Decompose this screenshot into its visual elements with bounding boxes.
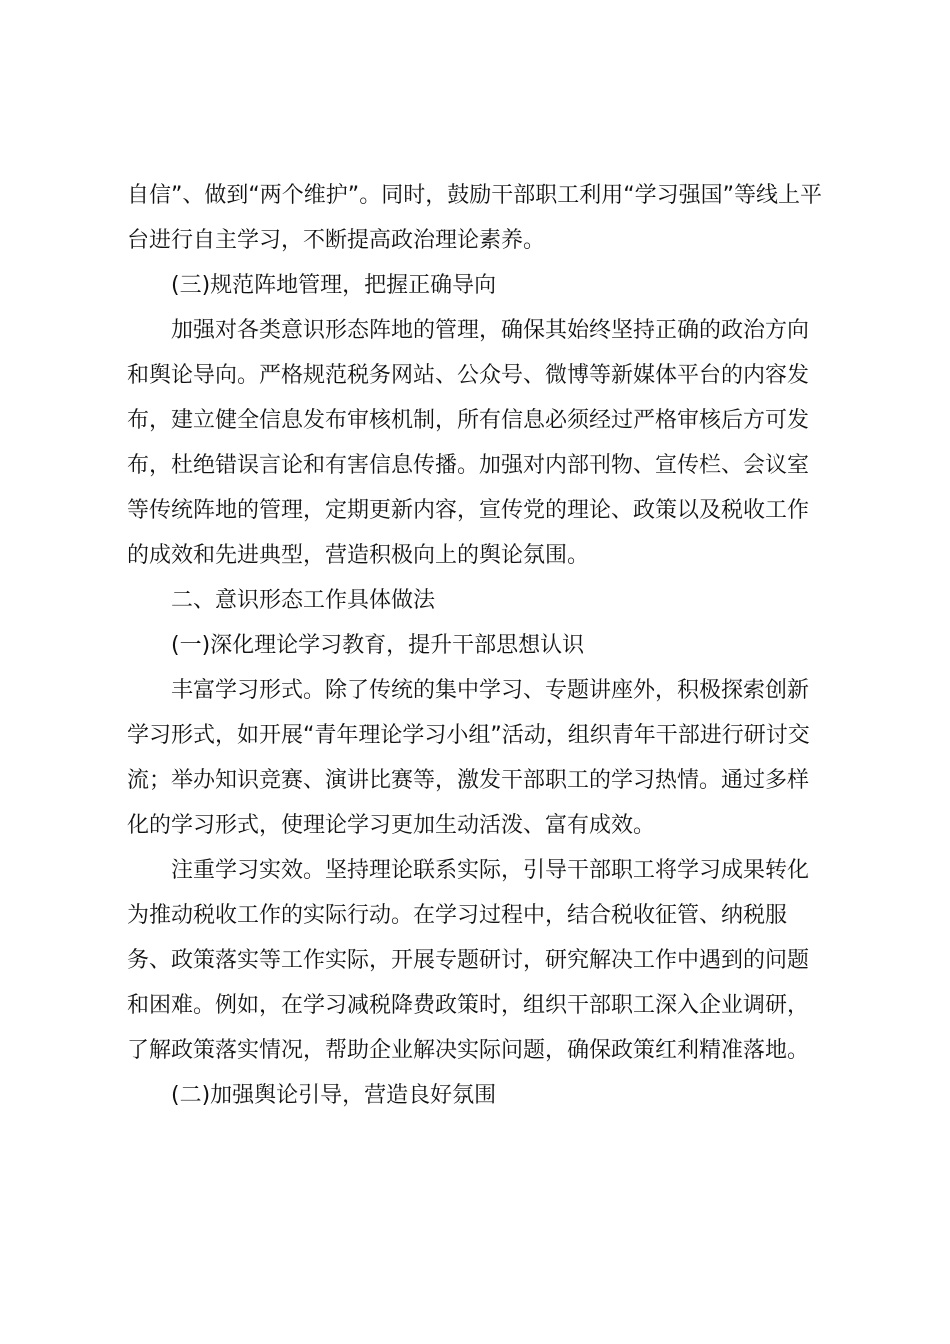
section-heading: (三)规范阵地管理，把握正确导向 [171,273,497,298]
text-line: 注重学习实效。坚持理论联系实际，引导干部职工将学习成果转化 [171,858,810,883]
text-line: 和舆论导向。严格规范税务网站、公众号、微博等新媒体平台的内容发 [127,363,810,388]
text-line: 的成效和先进典型，营造积极向上的舆论氛围。 [127,543,590,568]
text-line: 了解政策落实情况，帮助企业解决实际问题，确保政策红利精准落地。 [127,1038,810,1063]
text-line: 布，建立健全信息发布审核机制，所有信息必须经过严格审核后方可发 [127,408,810,433]
document-body [127,173,833,1118]
text-line: 和困难。例如，在学习减税降费政策时，组织干部职工深入企业调研， [127,993,810,1018]
text-line: 务、政策落实等工作实际，开展专题研讨，研究解决工作中遇到的问题 [127,948,810,973]
text-line: 台进行自主学习，不断提高政治理论素养。 [127,228,546,253]
text-line: 流；举办知识竞赛、演讲比赛等，激发干部职工的学习热情。通过多样 [127,768,810,793]
text-line: 布，杜绝错误言论和有害信息传播。加强对内部刊物、宣传栏、会议室 [127,453,810,478]
text-line: 自信”、做到“两个维护”。同时，鼓励干部职工利用“学习强国”等线上平 [127,183,822,208]
section-heading: (一)深化理论学习教育，提升干部思想认识 [171,633,585,658]
text-line: 丰富学习形式。除了传统的集中学习、专题讲座外，积极探索创新 [171,678,810,703]
text-line: 加强对各类意识形态阵地的管理，确保其始终坚持正确的政治方向 [171,318,810,343]
text-line: 学习形式，如开展“青年理论学习小组”活动，组织青年干部进行研讨交 [127,723,810,748]
text-line: 为推动税收工作的实际行动。在学习过程中，结合税收征管、纳税服 [127,903,788,928]
text-line: 等传统阵地的管理，定期更新内容，宣传党的理论、政策以及税收工作 [127,498,810,523]
chapter-heading: 二、意识形态工作具体做法 [171,588,436,613]
text-line: 化的学习形式，使理论学习更加生动活泼、富有成效。 [127,813,656,838]
section-heading: (二)加强舆论引导，营造良好氛围 [171,1083,497,1108]
